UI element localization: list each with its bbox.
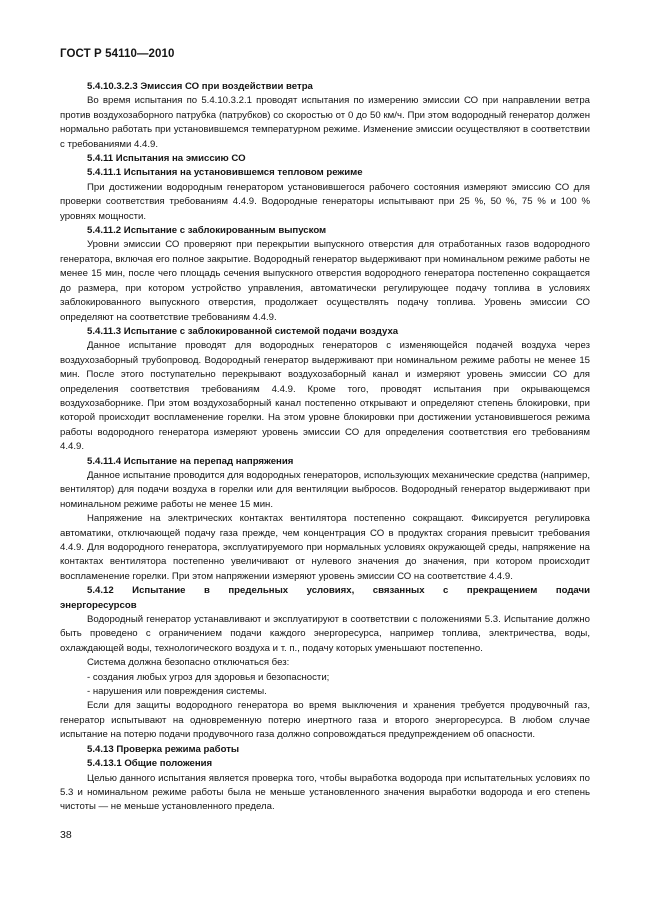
section-heading-5-4-11: 5.4.11 Испытания на эмиссию СО (87, 153, 246, 165)
paragraph: Целью данного испытания является проверка того, чтобы выработка водорода при испытательных условиях по 5.3 и номинальном режиме работы была не меньше установленного значения выработки водорода и его степень чистоты — не меньше установленного предела. (60, 772, 590, 813)
paragraph: Если для защиты водородного генератора во время выключения и хранения требуется продувочный газ, генератор испытывают на одновременную потерю инертного газа и второго энергоресурса. В любом случае испытание на потерю подачи продувочного газа должно сопровождаться предупреждением об опасности. (60, 700, 590, 741)
paragraph: Напряжение на электрических контактах вентилятора постепенно сокращают. Фиксируется регулировка автоматики, отключающей подачу газа прежде, чем концентрация СО в продуктах сгорания превысит требования 4.4.9. Для водородного генератора, эксплуатируемого при нормальных условиях окружающей среды, напряжение на контактах вентилятора постепенно увеличивают от нулевого значения до значения, при котором происходит воспламенение горелки. При этом напряжении измеряют уровень эмиссии СО на соответствие 4.4.9. (60, 513, 590, 582)
paragraph: Данное испытание проводят для водородных генераторов с изменяющейся подачей воздуха через воздухозаборный трубопровод. Водородный генератор выдерживают при номинальном режиме работы не менее 15 мин. После этого поступательно перекрывают воздухозаборный канал и измеряют уровень эмиссии СО для определения соответствия требованиям 4.4.9. Кроме того, проводят испытания при окрывающемся воздухозаборнике. При этом воздухозаборный канал постепенно открывают и определяют степень блокировки, при которой происходит воспламенение горелки. На этом уровне блокировки при достижении установившегося режима работы водородного генератора измеряют уровень эмиссии СО для определения соответствия его требованиям 4.4.9. (60, 340, 590, 453)
section-heading-5-4-11-3: 5.4.11.3 Испытание с заблокированной системой подачи воздуха (87, 325, 399, 337)
list-item: - создания любых угроз для здоровья и безопасности; (87, 671, 330, 683)
section-heading-5-4-12-cont: энергоресурсов (60, 599, 137, 611)
section-heading-5-4-13-1: 5.4.13.1 Общие положения (87, 758, 213, 770)
section-heading-5-4-11-4: 5.4.11.4 Испытание на перепад напряжения (87, 455, 294, 467)
paragraph: При достижении водородным генератором установившегося рабочего состояния измеряют эмиссию СО для проверки соответствия требованиям 4.4.9. Водородные генераторы испытывают при 25 %, 50 %, 75 % и 100 % уровнях мощности. (60, 181, 590, 222)
paragraph: Система должна безопасно отключаться без: (87, 657, 290, 669)
paragraph: Во время испытания по 5.4.10.3.2.1 проводят испытания по измерению эмиссии СО при направлении ветра против воздухозаборного патрубка (патрубков) со скоростью от 0 до 50 км/ч. При этом водородный генератор должен нормально работать при установившемся температурном режиме. Изменение эмиссии осуществляют в соответствии с требованиями 4.4.9. (60, 95, 590, 150)
document-body (60, 80, 590, 815)
paragraph: Данное испытание проводится для водородных генераторов, использующих механические средства (например, вентилятор) для подачи воздуха в горелки или для вентиляции выбросов. Водородный генератор выдерживают при номинальном режиме работы не менее 15 мин. (60, 469, 590, 510)
section-heading-5-4-13: 5.4.13 Проверка режима работы (87, 743, 240, 755)
page-number: 38 (60, 829, 72, 841)
section-heading-5-4-10-3-2-3: 5.4.10.3.2.3 Эмиссия СО при воздействии ветра (87, 81, 313, 92)
section-heading-5-4-12: 5.4.12 Испытание в предельных условиях, связанных с прекращением подачи (87, 585, 590, 597)
section-heading-5-4-11-2: 5.4.11.2 Испытание с заблокированным выпуском (87, 225, 327, 237)
paragraph: Уровни эмиссии СО проверяют при перекрытии выпускного отверстия для отработанных газов водородного генератора, включая его полное закрытие. Водородный генератор выдерживают при номинальном режиме работы не менее 15 мин, после чего площадь сечения выпускного отверстия водородного генератора постепенно сокращается до размера, при котором устройство управления, автоматически регулирующее подачу топлива в условиях заблокированного выпускного отверстия, продолжает осуществлять подачу топлива. Уровень эмиссии СО определяют на соответствие требованиям 4.4.9. (60, 239, 590, 323)
section-heading-5-4-11-1: 5.4.11.1 Испытания на установившемся тепловом режиме (87, 167, 363, 179)
list-item: - нарушения или повреждения системы. (87, 686, 267, 698)
document-header: ГОСТ Р 54110—2010 (60, 48, 175, 60)
paragraph: Водородный генератор устанавливают и эксплуатируют в соответствии с положениями 5.3. Испытание должно быть проведено с ограничением подачи каждого энергоресурса, например топлива, электричества, воды, охлаждающей воды, технологического воздуха и т. п., подачу которых уменьшают постепенно. (60, 614, 590, 654)
